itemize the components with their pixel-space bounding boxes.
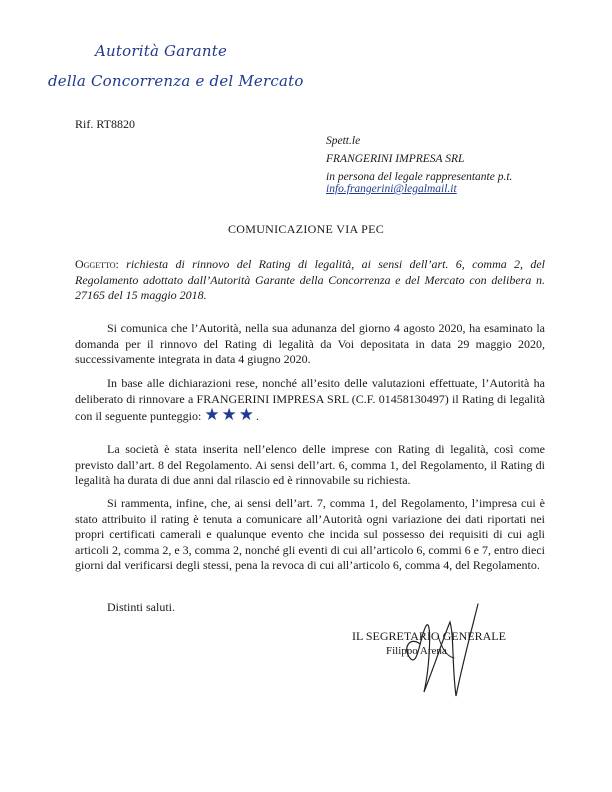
- body-paragraph-4: Si rammenta, infine, che, ai sensi dell’art. 7, comma 1, del Regolamento, l’impresa cui è stato attribuito il rating è tenuta a comunicare all’Autorità ogni variazione dei dati riportati nei propri certificati camerali e qualunque evento che incida sul possesso dei requisiti di cui agli articoli 2, comma 2, e 3, comma 2, nonché gli eventi di cui all’articolo 6, commi 6 e 7, entro dieci giorni dal verificarsi degli stessi, pena la revoca di cui all’articolo 6, comma 4, del Regolamento.: [75, 496, 545, 572]
- body-paragraph-2-text: In base alle dichiarazioni rese, nonché all’esito delle valutazioni effettuate, l’Autorità ha deliberato di rinnovare a FRANGERINI IMPRESA SRL (C.F. 01458130497) il Rating di legalità con il seguente punteggio:: [75, 376, 545, 423]
- signatory-name: Filippo Arena: [386, 645, 447, 657]
- communication-channel: COMUNICAZIONE VIA PEC: [227, 222, 385, 236]
- signatory-title: IL SEGRETARIO GENERALE: [352, 629, 506, 643]
- body-paragraph-2-end: .: [256, 409, 260, 423]
- recipient-company: FRANGERINI IMPRESA SRL: [326, 153, 465, 165]
- recipient-salutation: Spett.le: [326, 135, 361, 147]
- reference-number: Rif. RT8820: [75, 117, 135, 131]
- subject-text: richiesta di rinnovo del Rating di legalità, ai sensi dell’art. 6, comma 2, del Regolamento adottato dall’Autorità Garante della Concorrenza e del Mercato con delibera n. 27165 del 15 maggio 2018.: [75, 257, 546, 302]
- rating-stars-icon: ★★★: [204, 405, 257, 424]
- body-paragraph-1: Si comunica che l’Autorità, nella sua adunanza del giorno 4 agosto 2020, ha esaminato la domanda per il rinnovo del Rating di legalità da Voi depositata in data 29 maggio 2020, successivamente integrata in data 4 giugno 2020.: [75, 321, 545, 366]
- subject-paragraph: [75, 257, 545, 304]
- recipient-representative: in persona del legale rappresentante p.t.: [326, 171, 513, 183]
- logo-line-2: della Concorrenza e del Mercato: [48, 72, 304, 90]
- closing-greeting: Distinti saluti.: [107, 600, 176, 614]
- recipient-email-link[interactable]: info.frangerini@legalmail.it: [326, 183, 457, 195]
- logo-line-1: Autorità Garante: [95, 42, 228, 60]
- body-paragraph-2: [75, 376, 545, 425]
- body-paragraph-3: La società è stata inserita nell’elenco delle imprese con Rating di legalità, così come previsto dall’art. 8 del Regolamento. Ai sensi dell’art. 6, comma 1, del Regolamento, il Rating di legalità ha durata di due anni dal rilascio ed è rinnovabile su richiesta.: [75, 442, 545, 487]
- subject-label: Oggetto:: [75, 257, 119, 271]
